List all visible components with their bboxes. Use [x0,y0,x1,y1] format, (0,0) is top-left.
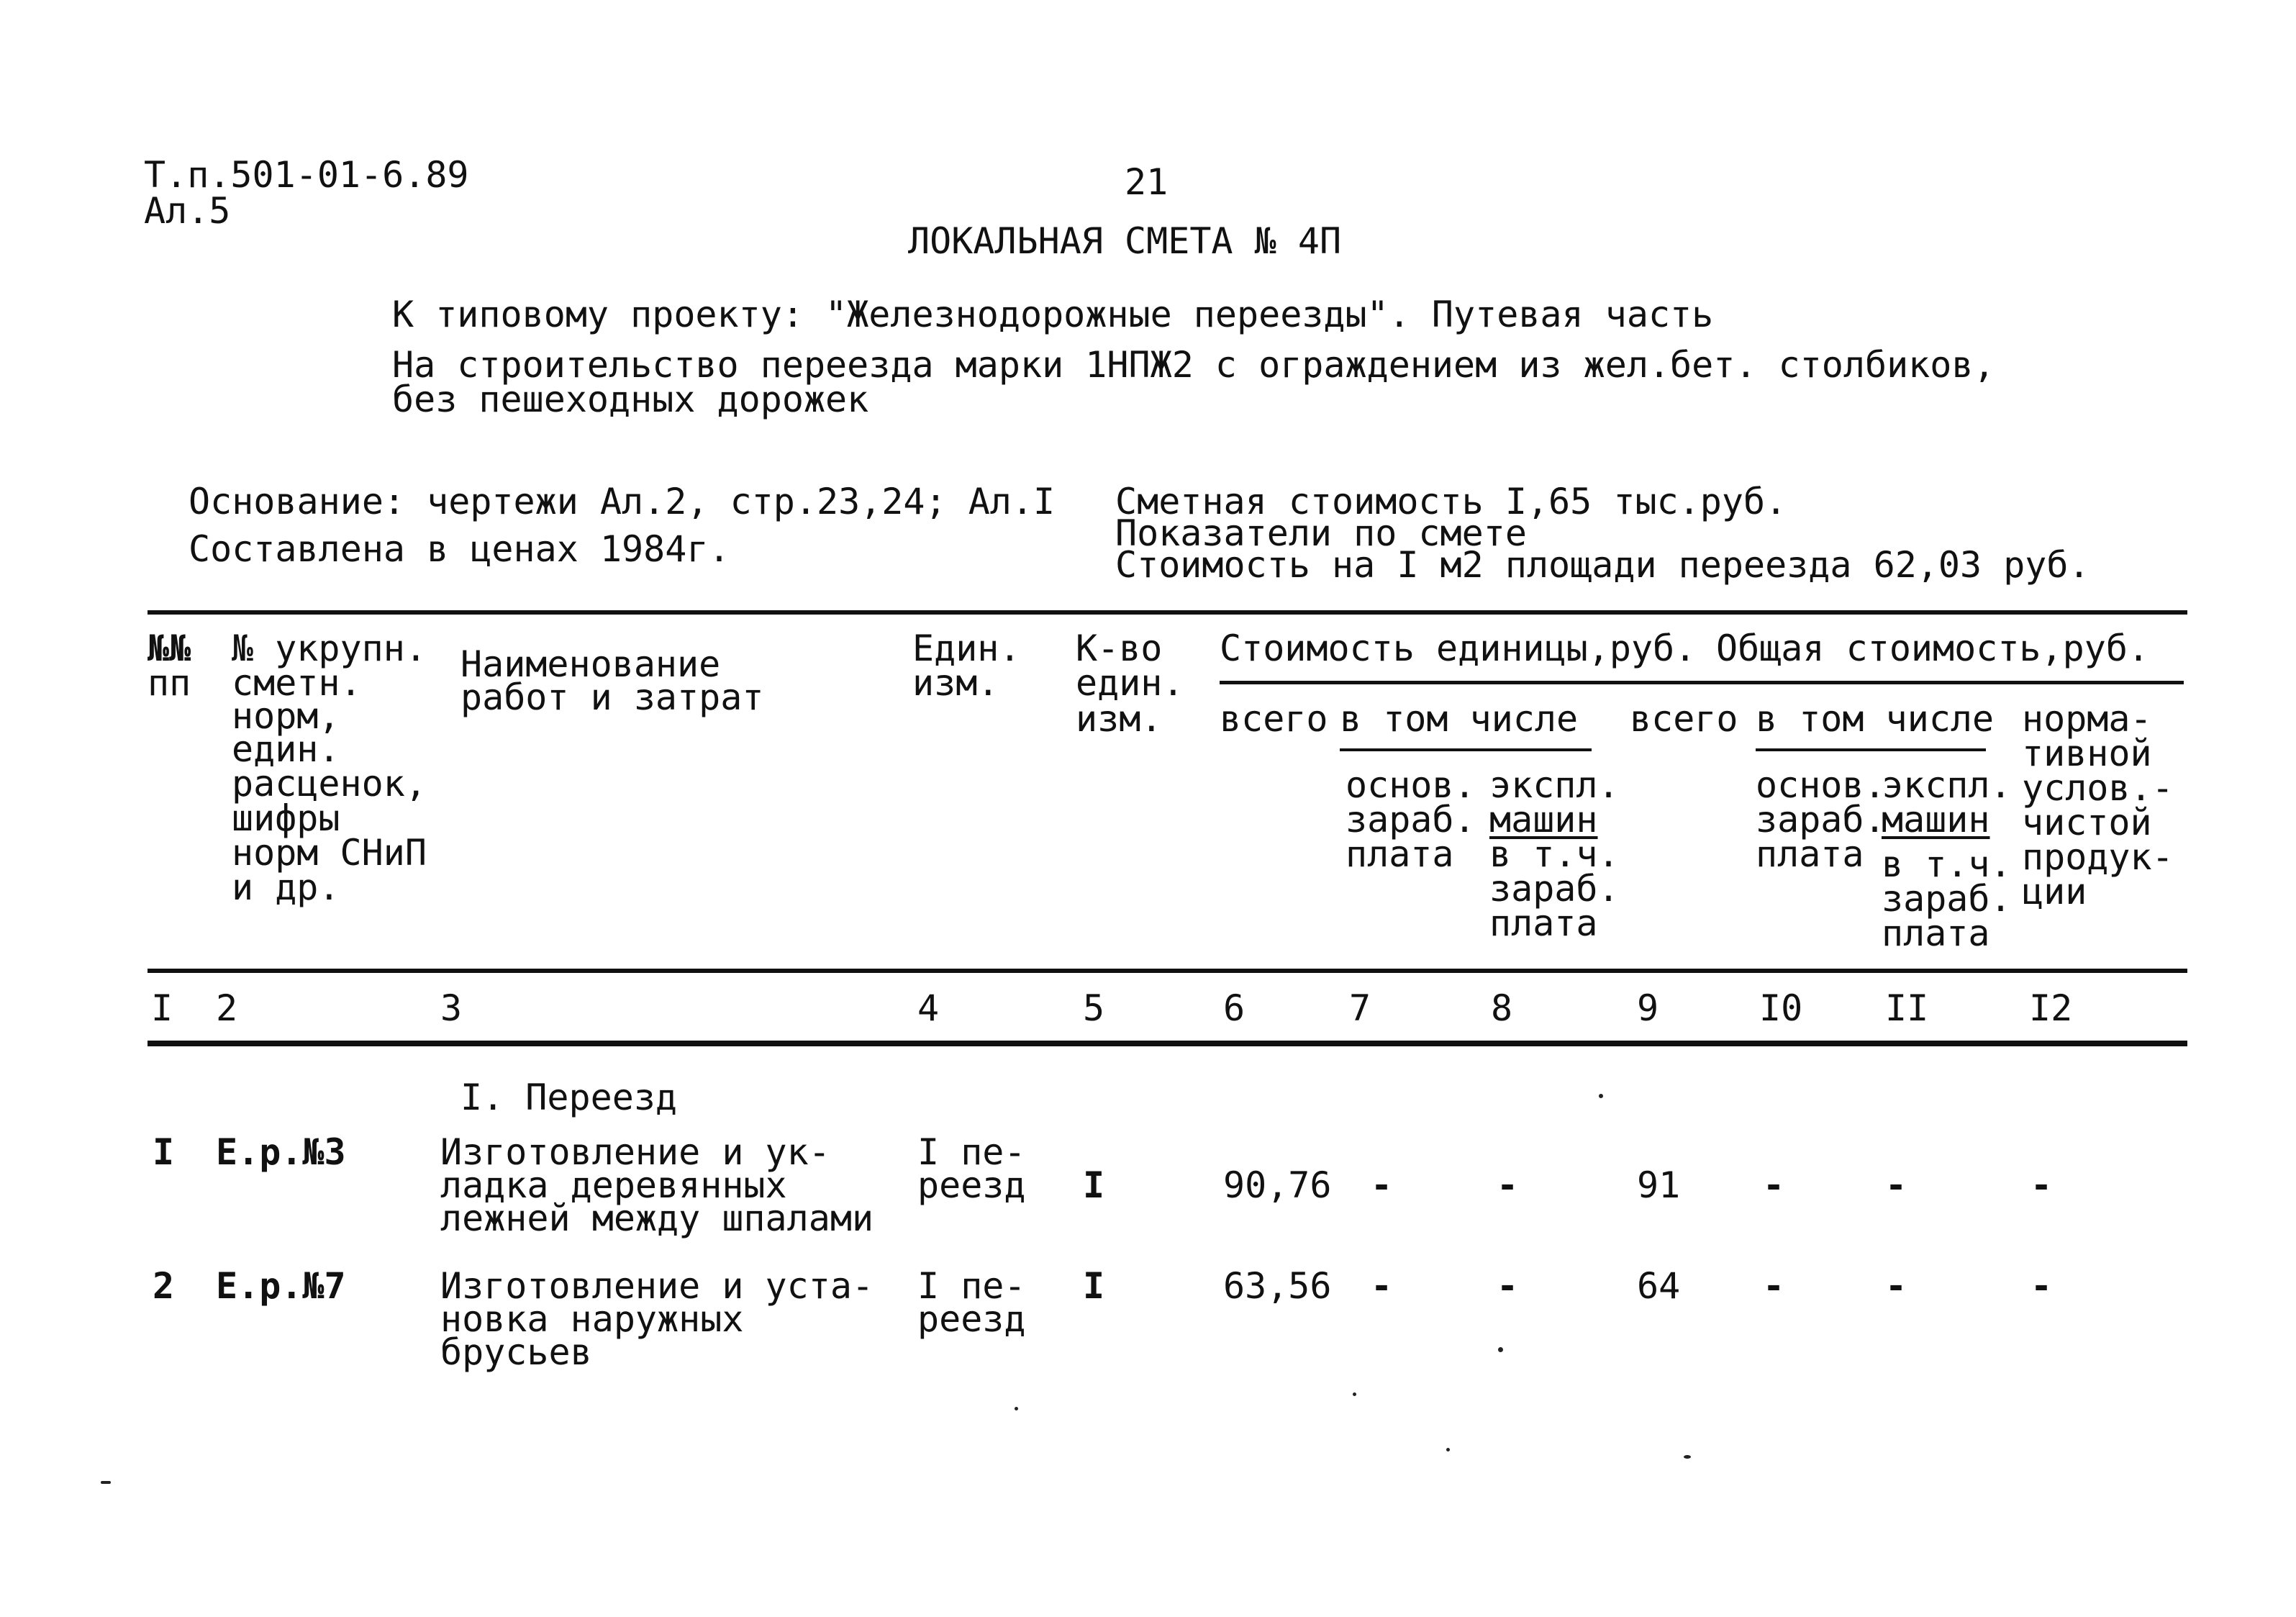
document-code: Т.п.501-01-6.89 [144,154,469,196]
row-name-line2: ладка деревянных [440,1164,787,1206]
column-numbers-top-rule [148,969,2187,973]
row-name-line1: Изготовление и ук- [440,1131,830,1173]
header-col4-line1: Един. [912,628,1021,669]
header-col4-line2: изм. [912,662,999,704]
header-unit-mach-wage-line3: плата [1489,902,1598,944]
header-col2-line5: расценок, [232,763,427,805]
header-unit-wage-line2: зараб. [1346,799,1476,841]
header-col2-line4: един. [232,728,340,770]
header-total-mach-wage-line2: зараб. [1882,878,2012,920]
row-name-line3: брусьев [440,1331,592,1373]
column-number: II [1885,987,1929,1029]
header-group-rule [1220,681,2184,684]
header-normative-line5: продук- [2022,836,2174,878]
row-unit-line1: I пе- [917,1265,1026,1307]
header-total-mach-wage-line3: плата [1882,912,1990,954]
scan-speck [1446,1448,1450,1451]
header-total-wage-line1: основ. [1756,764,1886,806]
header-col5-line3: изм. [1076,698,1163,740]
header-col1-line2: пп [148,662,191,704]
row-unit-line2: реезд [917,1298,1026,1340]
header-unit-including-rule [1340,748,1592,751]
header-col2-line7: норм СНиП [232,832,427,874]
header-normative-line1: норма- [2022,698,2152,740]
construction-line-1: На строительство переезда марки 1НПЖ2 с ограждением из жел.бет. столбиков, [392,344,1995,386]
row-total-machines: - [1885,1164,1907,1206]
column-numbers-bottom-rule [148,1041,2187,1046]
header-total-mach-line1: экспл. [1882,764,2012,806]
indicators-label: Показатели по смете [1115,512,1527,554]
header-col2-line3: норм, [232,695,340,737]
header-unit-including: в том числе [1340,698,1579,740]
basis-line: Основание: чертежи Ал.2, стр.23,24; Ал.I [189,481,1056,522]
header-unit-mach-wage-line1: в т.ч. [1489,833,1620,875]
column-number: I [151,987,173,1029]
row-number: 2 [153,1265,175,1307]
row-total-machines: - [1885,1265,1907,1307]
page-number: 21 [1125,161,1169,203]
scan-speck [1599,1094,1603,1098]
row-unit-wage: - [1371,1265,1393,1307]
scan-speck [101,1481,111,1484]
header-normative-line6: ции [2022,871,2087,912]
row-name-line3: лежней между шпалами [440,1197,874,1239]
row-quantity: I [1083,1265,1105,1307]
section-title: I. Переезд [460,1077,678,1118]
row-total-wage: - [1763,1164,1785,1206]
scan-speck [1353,1392,1356,1396]
column-number: 6 [1223,987,1245,1029]
header-total-including: в том числе [1756,698,1995,740]
header-col1-line1: №№ [148,628,191,669]
project-line: К типовому проекту: "Железнодорожные переезды". Путевая часть [392,294,1714,335]
construction-line-2: без пешеходных дорожек [392,379,869,420]
cost-per-m2: Стоимость на I м2 площади переезда 62,03 руб. [1115,544,2090,586]
column-number: 7 [1349,987,1371,1029]
header-col3-line2: работ и затрат [460,676,764,718]
header-total-including-rule [1756,748,1986,751]
column-number: I2 [2029,987,2073,1029]
row-unit-line1: I пе- [917,1131,1026,1173]
row-code: Е.р.№3 [216,1131,346,1173]
header-col3-line1: Наименование [460,643,721,685]
row-unit-total: 90,76 [1223,1164,1332,1206]
row-unit-wage: - [1371,1164,1393,1206]
row-total: 91 [1637,1164,1681,1206]
header-col2-line8: и др. [232,866,340,908]
header-total-wage-line2: зараб. [1756,799,1886,841]
header-normative-line2: тивной [2022,733,2152,774]
header-col2-line6: шифры [232,797,340,839]
header-unit-wage-line3: плата [1346,833,1454,875]
header-unit-mach-wage-line2: зараб. [1489,868,1620,910]
estimate-cost: Сметная стоимость I,65 тыс.руб. [1115,481,1787,522]
column-number: 5 [1083,987,1105,1029]
column-number: I0 [1759,987,1803,1029]
header-col5-line2: един. [1076,662,1184,704]
row-normative: - [2030,1164,2053,1206]
table-top-rule [148,610,2187,615]
header-total-wage-line3: плата [1756,833,1864,875]
header-unit-mach-line1: экспл. [1489,764,1620,806]
header-col2-line1: № укрупн. [232,628,427,669]
row-normative: - [2030,1265,2053,1307]
column-number: 3 [440,987,463,1029]
column-number: 4 [917,987,940,1029]
header-normative-line3: услов.- [2022,767,2174,809]
column-number: 2 [216,987,238,1029]
row-unit-total: 63,56 [1223,1265,1332,1307]
header-total-mach-line2: машин [1882,799,1990,841]
header-total-total: всего [1630,698,1738,740]
header-col5-line1: К-во [1076,628,1163,669]
header-total-cost-group: Общая стоимость,руб. [1716,628,2150,669]
row-unit-machines: - [1497,1164,1519,1206]
row-unit-machines: - [1497,1265,1519,1307]
header-col2-line2: сметн. [232,662,362,704]
album-label: Ал.5 [144,190,231,232]
header-unit-wage-line1: основ. [1346,764,1476,806]
header-unit-total: всего [1220,698,1328,740]
header-normative-line4: чистой [2022,802,2152,843]
estimate-title: ЛОКАЛЬНАЯ СМЕТА № 4П [908,220,1342,262]
scan-speck [1015,1407,1018,1410]
column-number: 8 [1491,987,1513,1029]
row-name-line2: новка наружных [440,1298,744,1340]
row-unit-line2: реезд [917,1164,1026,1206]
header-unit-mach-line2: машин [1489,799,1598,841]
row-number: I [153,1131,175,1173]
row-total: 64 [1637,1265,1681,1307]
row-code: Е.р.№7 [216,1265,346,1307]
scan-speck [1684,1455,1691,1459]
prices-line: Составлена в ценах 1984г. [189,528,730,570]
row-quantity: I [1083,1164,1105,1206]
row-total-wage: - [1763,1265,1785,1307]
header-unit-cost-group: Стоимость единицы,руб. [1220,628,1697,669]
column-number: 9 [1637,987,1659,1029]
scan-speck [1498,1347,1503,1352]
header-total-mach-wage-line1: в т.ч. [1882,843,2012,885]
row-name-line1: Изготовление и уста- [440,1265,874,1307]
